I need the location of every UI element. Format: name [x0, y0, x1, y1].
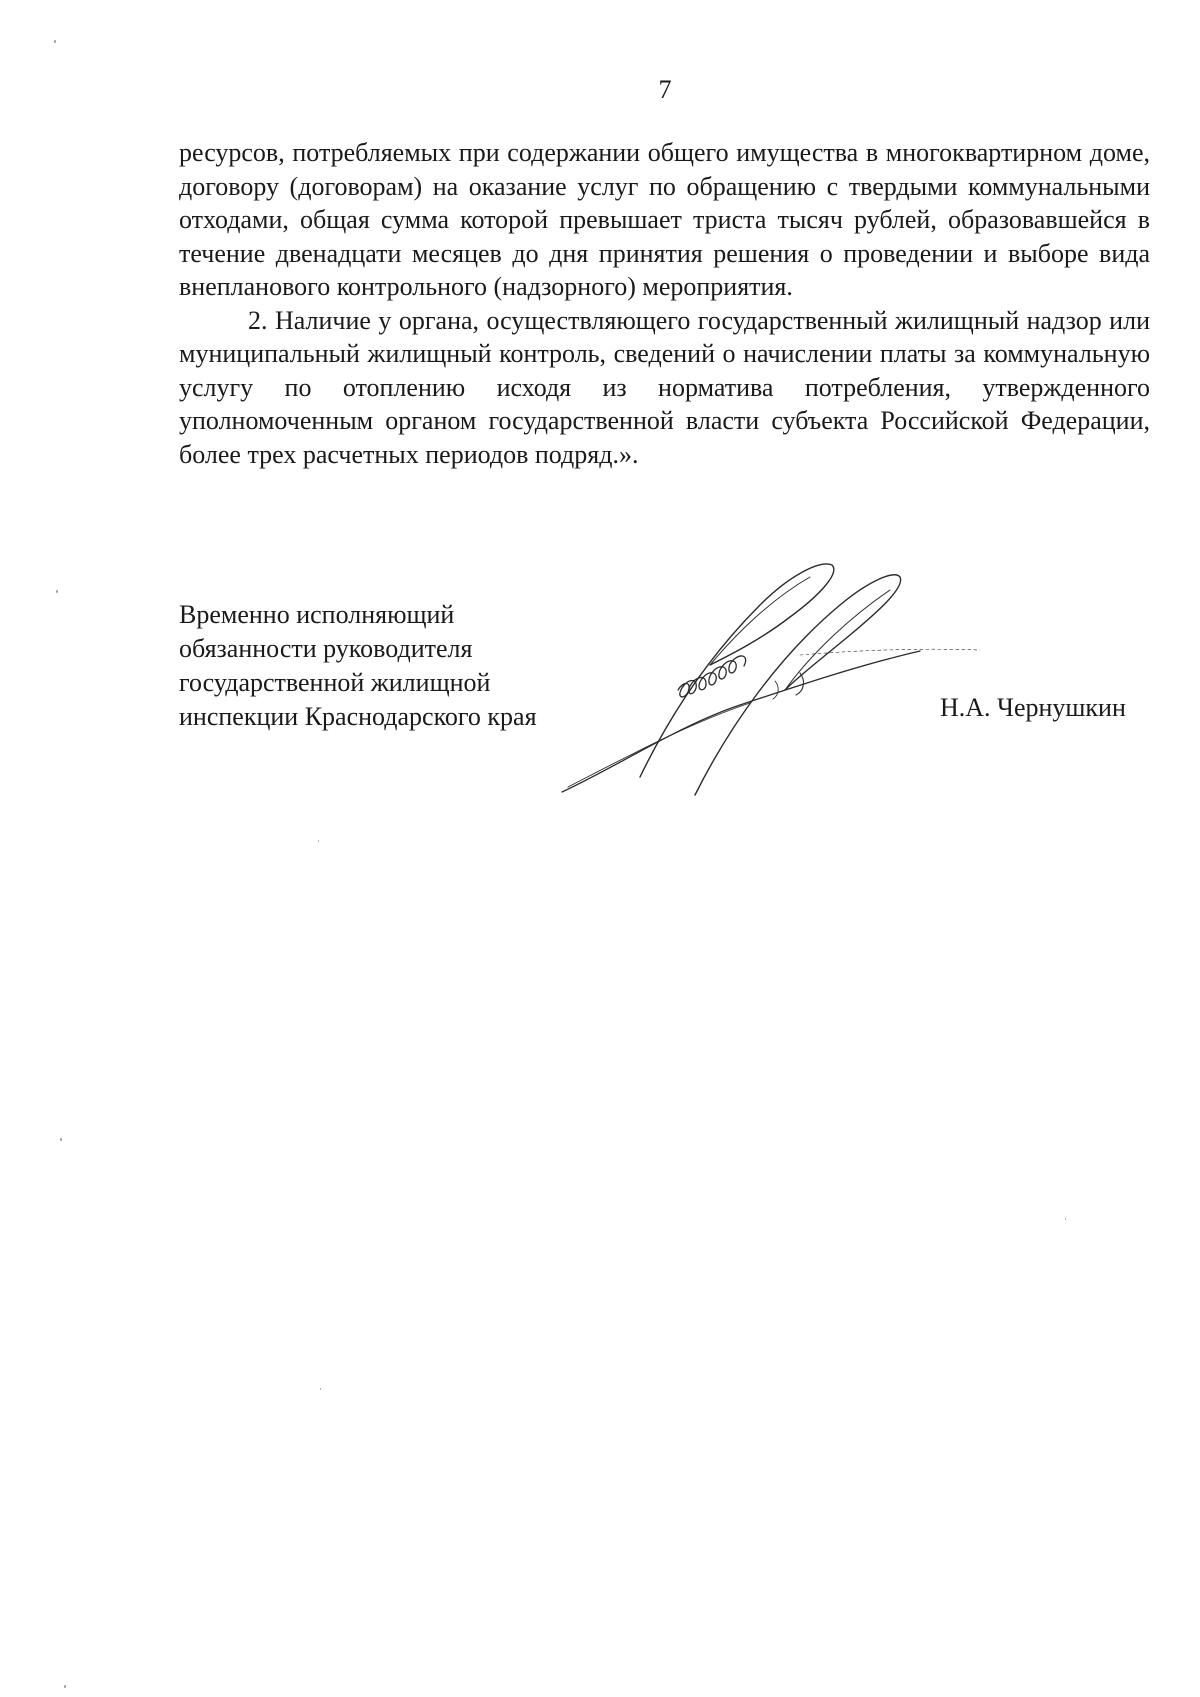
- scan-speck: [320, 1388, 321, 1390]
- scan-speck: [1065, 1218, 1066, 1220]
- signatory-position: [179, 598, 537, 734]
- scan-speck: [54, 40, 56, 43]
- position-line: обязанности руководителя: [179, 634, 473, 663]
- scan-speck: [64, 1685, 66, 1688]
- document-body: [179, 136, 1150, 471]
- scan-speck: [318, 840, 319, 842]
- paragraph-item-2: 2. Наличие у органа, осуществляющего государственный жилищный надзор или муниципальный жилищный контроль, сведений о начислении платы за коммунальную услугу по отоплению исходя из норматива потребления, утвержденного уполномоченным органом государственной власти субъекта Российской Федерации, более трех расчетных периодов подряд.».: [179, 305, 1150, 469]
- page-number: 7: [658, 75, 672, 104]
- handwritten-signature-icon: [560, 555, 1030, 810]
- position-line: Временно исполняющий: [179, 600, 455, 629]
- signer-name: Н.А. Чернушкин: [940, 693, 1126, 722]
- scan-speck: [60, 1138, 62, 1141]
- paragraph-continuation: ресурсов, потребляемых при содержании общего имущества в многоквартирном доме, договору (договорам) на оказание услуг по обращению с твердыми коммунальными отходами, общая сумма которой превышает триста тысяч рублей, образовавшейся в течение двенадцати месяцев до дня принятия решения о проведении и выборе вида внепланового контрольного (надзорного) мероприятия.: [179, 138, 1150, 301]
- position-line: инспекции Краснодарского края: [179, 702, 537, 731]
- scan-speck: [56, 590, 58, 593]
- position-line: государственной жилищной: [179, 668, 491, 697]
